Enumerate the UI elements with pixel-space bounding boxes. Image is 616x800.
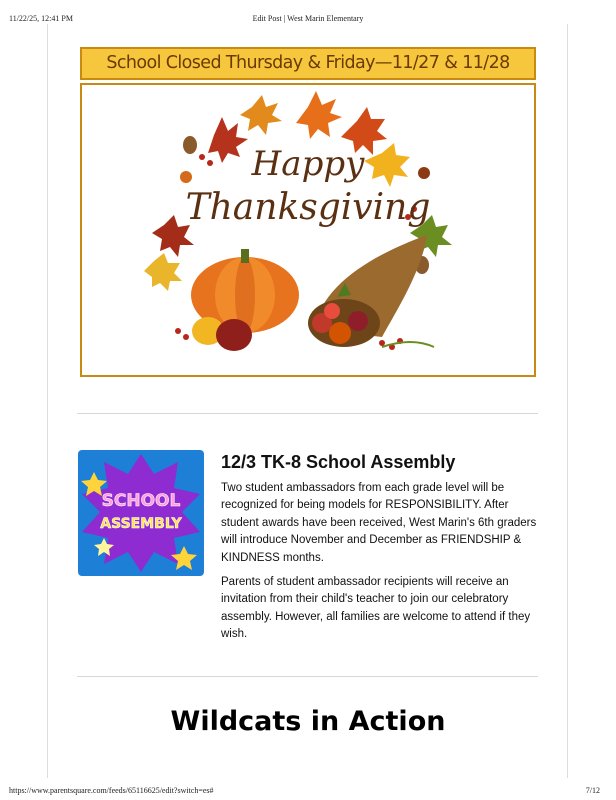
thanksgiving-illustration bbox=[82, 85, 534, 375]
divider-top bbox=[77, 413, 538, 414]
cornucopia bbox=[308, 235, 427, 347]
divider-bottom bbox=[77, 676, 538, 677]
p2-line-1: Parents of student ambassador recipients will receive an bbox=[221, 576, 509, 588]
kindness-emphasis: KINDNESS bbox=[221, 551, 280, 564]
content-right-border bbox=[567, 24, 568, 778]
page-number: 7/12 bbox=[585, 786, 600, 795]
assembly-image-line1: SCHOOL bbox=[101, 491, 181, 511]
print-footer bbox=[0, 778, 616, 800]
happy-text: Happy bbox=[251, 144, 365, 184]
p2-line-2: invitation from their child's teacher to join our celebratory bbox=[221, 593, 509, 606]
print-header bbox=[0, 0, 616, 24]
school-assembly-image bbox=[78, 450, 204, 576]
friendship-emphasis: FRIENDSHIP & bbox=[440, 534, 522, 547]
p1-line-5: months. bbox=[279, 551, 324, 564]
p2-line-4: wish. bbox=[221, 628, 248, 641]
section-heading: Wildcats in Action bbox=[170, 706, 446, 737]
content-left-border bbox=[47, 24, 48, 778]
article-paragraph-2 bbox=[221, 574, 551, 644]
p1-line-4: will introduce November and December as bbox=[221, 534, 441, 547]
pumpkin bbox=[191, 249, 299, 351]
thanksgiving-image bbox=[80, 83, 536, 377]
print-page-title: Edit Post | West Marin Elementary bbox=[252, 14, 364, 23]
p1-line-2-end: . After bbox=[478, 499, 509, 512]
thanksgiving-text: Thanksgiving bbox=[185, 187, 431, 228]
p1-line-3: student awards have been received, West Marin's 6th graders bbox=[221, 516, 537, 529]
school-closed-banner: School Closed Thursday & Friday—11/27 & 11/28 bbox=[80, 47, 536, 80]
p1-line-1: Two student ambassadors from each grade level will be bbox=[221, 482, 505, 494]
print-timestamp: 11/22/25, 12:41 PM bbox=[9, 14, 73, 23]
print-url-link[interactable]: https://www.parentsquare.com/feeds/65116625/edit?switch=es# bbox=[9, 786, 214, 795]
p1-line-2: recognized for being models for bbox=[221, 499, 386, 512]
article-title: 12/3 TK-8 School Assembly bbox=[221, 452, 456, 472]
p2-line-3: assembly. However, all families are welcome to attend if they bbox=[221, 610, 531, 623]
assembly-image-line2: ASSEMBLY bbox=[100, 516, 182, 532]
responsibility-emphasis: RESPONSIBILITY bbox=[385, 499, 479, 512]
article-paragraph-1 bbox=[221, 480, 551, 567]
